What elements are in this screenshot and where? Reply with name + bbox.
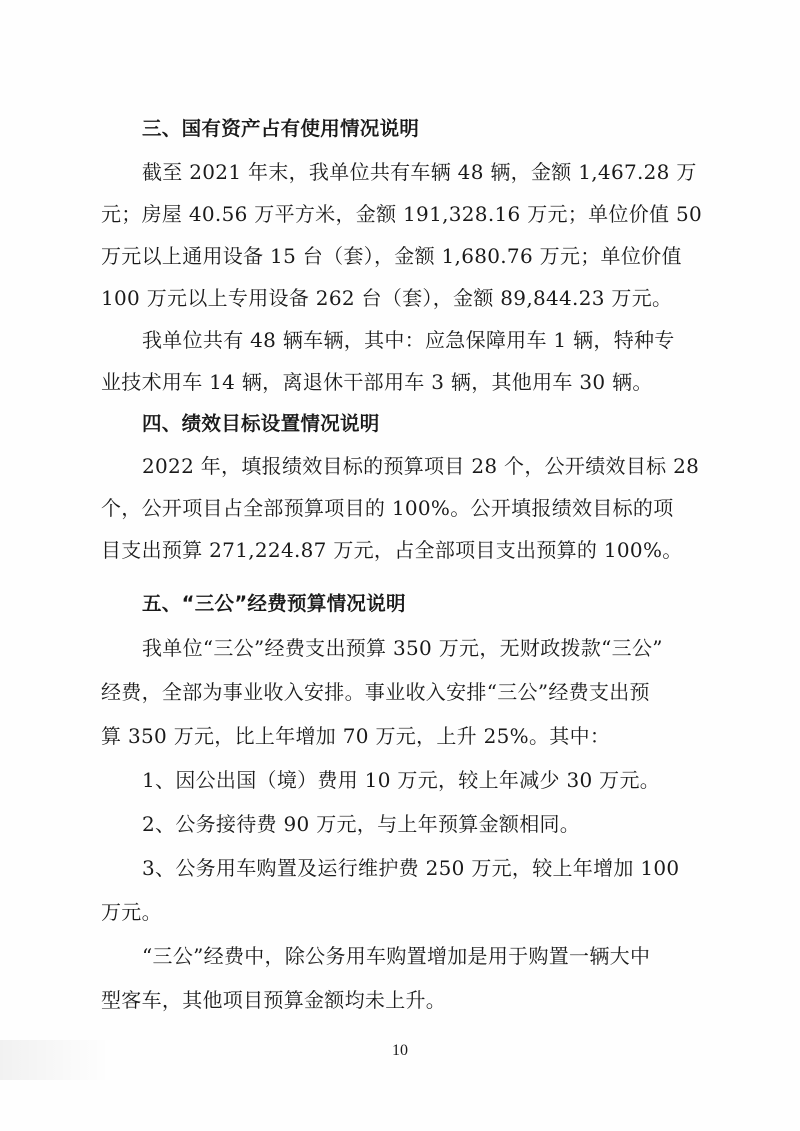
paragraph-line: 业技术用车 14 辆，离退休干部用车 3 辆，其他用车 30 辆。: [101, 370, 653, 394]
list-item: 3、公务用车购置及运行维护费 250 万元，较上年增加 100: [142, 856, 680, 880]
paragraph-line: 目支出预算 271,224.87 万元，占全部项目支出预算的 100%。: [101, 538, 683, 562]
paragraph-line: “三公”经费中，除公务用车购置增加是用于购置一辆大中: [142, 944, 651, 968]
heading-performance: 四、绩效目标设置情况说明: [142, 412, 380, 435]
paragraph-line: 截至 2021 年末，我单位共有车辆 48 辆，金额 1,467.28 万: [142, 160, 697, 184]
paragraph-line: 2022 年，填报绩效目标的预算项目 28 个，公开绩效目标 28: [142, 454, 700, 478]
paragraph-line: 我单位“三公”经费支出预算 350 万元，无财政拨款“三公”: [142, 636, 663, 660]
list-item: 1、因公出国（境）费用 10 万元，较上年减少 30 万元。: [142, 768, 661, 792]
paragraph-line: 元；房屋 40.56 万平方米，金额 191,328.16 万元；单位价值 50: [101, 202, 703, 226]
paragraph-line: 万元以上通用设备 15 台（套），金额 1,680.76 万元；单位价值: [101, 244, 682, 268]
heading-assets: 三、国有资产占有使用情况说明: [142, 117, 420, 140]
paragraph-line: 我单位共有 48 辆车辆，其中：应急保障用车 1 辆，特种专: [142, 328, 675, 352]
page-number: 10: [392, 1042, 408, 1059]
paragraph-line: 型客车，其他项目预算金额均未上升。: [101, 988, 447, 1012]
paragraph-line: 100 万元以上专用设备 262 台（套），金额 89,844.23 万元。: [101, 286, 673, 310]
paragraph-line: 万元。: [101, 900, 162, 924]
heading-three-public: 五、“三公”经费预算情况说明: [142, 592, 406, 615]
list-item: 2、公务接待费 90 万元，与上年预算金额相同。: [142, 812, 581, 836]
paragraph-line: 经费，全部为事业收入安排。事业收入安排“三公”经费支出预: [101, 680, 650, 704]
paragraph-line: 个，公开项目占全部预算项目的 100%。公开填报绩效目标的项: [101, 496, 674, 520]
paragraph-line: 算 350 万元，比上年增加 70 万元，上升 25%。其中：: [101, 724, 611, 748]
